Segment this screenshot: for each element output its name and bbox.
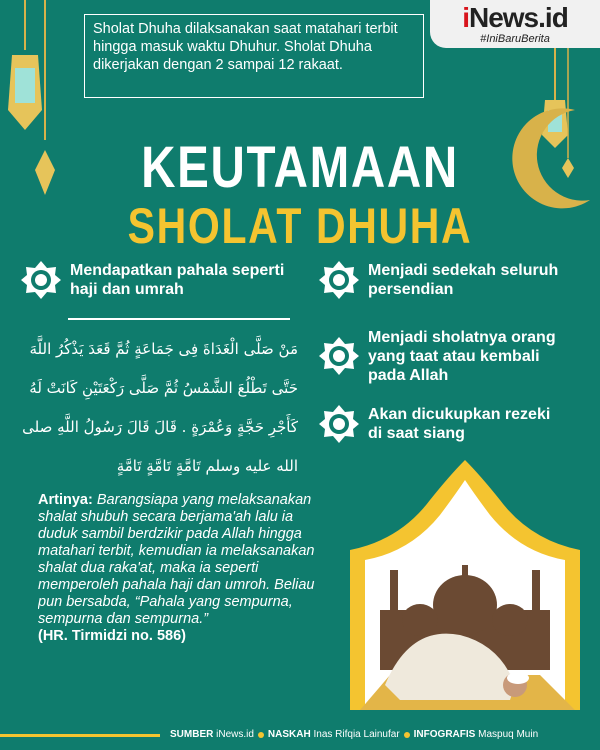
benefit-text: Mendapatkan pahala seperti haji dan umrah xyxy=(70,262,285,298)
benefit-item xyxy=(318,326,568,386)
credit-label: NASKAH xyxy=(267,729,311,740)
logo-text: News.id xyxy=(468,2,568,33)
islamic-star-icon xyxy=(318,403,360,445)
credit-value: Maspuq Muin xyxy=(478,729,539,740)
title-line2: SHOLAT DHUHA xyxy=(127,200,473,252)
credits-accent-line xyxy=(0,734,160,737)
translation-text: Barangsiapa yang melaksanakan shalat shubuh secara berjama'ah lalu ia duduk sambil berdzikir pada Allah hingga matahari terbit, kemudian ia melaksanakan shalat dua raka'at, maka ia seperti memperoleh pahala haji dan umroh. Beliau pun bersabda, “Pahala yang sempurna, sempurna dan sempurna.” xyxy=(38,492,315,627)
benefit-text: Menjadi sholatnya orang yang taat atau kembali pada Allah xyxy=(368,328,556,384)
benefit-text: Menjadi sedekah seluruh persendian xyxy=(368,262,559,298)
arabic-line: مَنْ صَلَّى الْغَدَاةَ فِى جَمَاعَةٍ ثُمَّ قَعَدَ يَذْكُرُ اللَّهَ xyxy=(29,340,298,358)
benefit-item xyxy=(318,258,568,302)
arabic-line: كَأَجْرِ حَجَّةٍ وَعُمْرَةٍ . قَالَ قَالَ رَسُولُ اللَّهِ صلى xyxy=(22,418,298,436)
islamic-star-icon xyxy=(20,259,62,301)
divider xyxy=(68,318,290,320)
benefit-item xyxy=(20,258,285,302)
credit-value: Inas Rifqia Lainufar xyxy=(313,729,400,740)
logo-tagline: #IniBaruBerita xyxy=(480,33,550,45)
translation xyxy=(38,492,334,714)
inews-logo xyxy=(430,0,600,48)
bullet-dot xyxy=(258,732,264,738)
credit-label: SUMBER xyxy=(170,729,214,740)
benefit-item xyxy=(318,402,568,446)
arabic-line: حَتَّى تَطْلُعَ الشَّمْسُ ثُمَّ صَلَّى رَكْعَتَيْنِ كَانَتْ لَهُ xyxy=(29,379,298,397)
arabic-line: الله عليه وسلم تَامَّةٍ تَامَّةٍ تَامَّةٍ xyxy=(116,457,298,475)
mosque-prayer-illustration xyxy=(340,460,590,710)
intro-text: Sholat Dhuha dilaksanakan saat matahari terbit hingga masuk waktu Dhuhur. Sholat Dhuha dikerjakan dengan 2 sampai 12 rakaat. xyxy=(84,14,424,98)
credit-value: iNews.id xyxy=(216,729,254,740)
credits-bar xyxy=(0,728,600,742)
hadith-source: (HR. Tirmidzi no. 586) xyxy=(38,628,186,644)
bullet-dot xyxy=(404,732,410,738)
benefit-text: Akan dicukupkan rezeki di saat siang xyxy=(368,406,551,442)
translation-label: Artinya: xyxy=(38,492,93,508)
islamic-star-icon xyxy=(318,335,360,377)
islamic-star-icon xyxy=(318,259,360,301)
credit-label: INFOGRAFIS xyxy=(413,729,476,740)
logo-i: i xyxy=(462,2,469,33)
hadith-arabic xyxy=(8,330,298,486)
title-line1: KEUTAMAAN xyxy=(141,138,459,198)
